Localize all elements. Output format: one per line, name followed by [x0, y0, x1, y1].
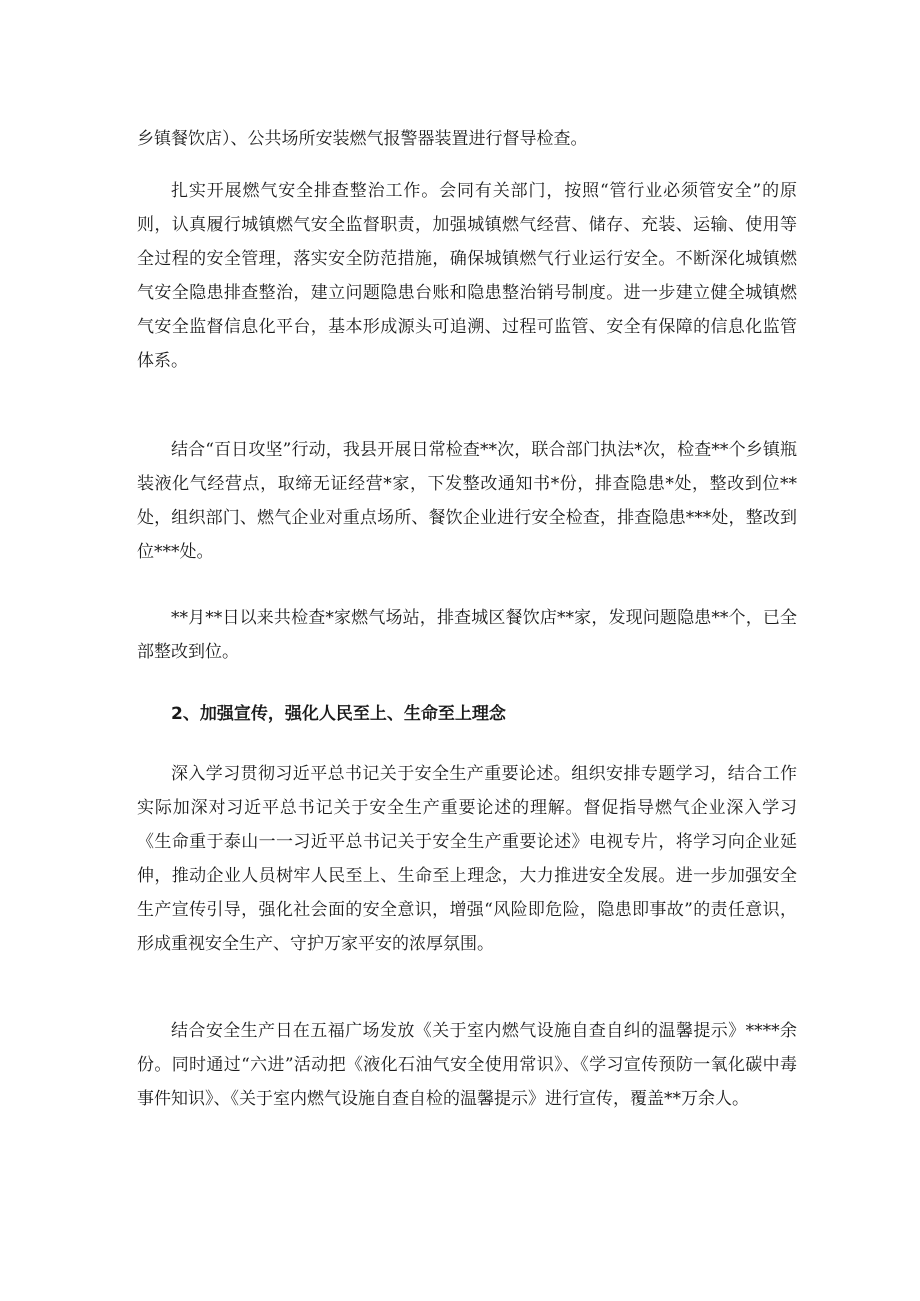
section-heading-publicity: 2、加强宣传，强化人民至上、生命至上理念	[171, 704, 506, 724]
paragraph-inspection-results: **月**日以来共检查*家燃气场站，排查城区餐饮店**家，发现问题隐患**个，已全部整改到位。	[137, 608, 797, 662]
paragraph-study-safety-discourse: 深入学习贯彻习近平总书记关于安全生产重要论述。组织安排专题学习，结合工作实际加深对习近平总书记关于安全生产重要论述的理解。督促指导燃气企业深入学习《生命重于泰山一一习近平总书记关于安全生产重要论述》电视专片，将学习向企业延伸，推动企业人员树牢人民至上、生命至上理念，大力推进安全发展。进一步加强安全生产宣传引导，强化社会面的安全意识，增强“风险即危险，隐患即事故”的责任意识，形成重视安全生产、守护万家平安的浓厚氛围。	[137, 764, 797, 954]
paragraph-hundred-day-campaign: 结合“百日攻坚”行动，我县开展日常检查**次，联合部门执法*次，检查**个乡镇瓶装液化气经营点，取缔无证经营*家，下发整改通知书*份，排查隐患*处，整改到位**处，组织部门、燃气企业对重点场所、餐饮企业进行安全检查，排查隐患***处，整改到位***处。	[137, 440, 797, 562]
paragraph-continuation: 乡镇餐饮店）、公共场所安装燃气报警器装置进行督导检查。	[137, 129, 588, 149]
paragraph-gas-safety-inspection: 扎实开展燃气安全排查整治工作。会同有关部门，按照“管行业必须管安全”的原则，认真履行城镇燃气安全监督职责，加强城镇燃气经营、储存、充装、运输、使用等全过程的安全管理，落实安全防范措施，确保城镇燃气行业运行安全。不断深化城镇燃气安全隐患排查整治，建立问题隐患台账和隐患整治销号制度。进一步建立健全城镇燃气安全监督信息化平台，基本形成源头可追溯、过程可监管、安全有保障的信息化监管体系。	[137, 181, 797, 371]
paragraph-safety-day-promotion: 结合安全生产日在五福广场发放《关于室内燃气设施自查自纠的温馨提示》****余份。同时通过“六进”活动把《液化石油气安全使用常识》、《学习宣传预防一氧化碳中毒事件知识》、《关于室内燃气设施自查自检的温馨提示》进行宣传，覆盖**万余人。	[137, 1021, 797, 1109]
